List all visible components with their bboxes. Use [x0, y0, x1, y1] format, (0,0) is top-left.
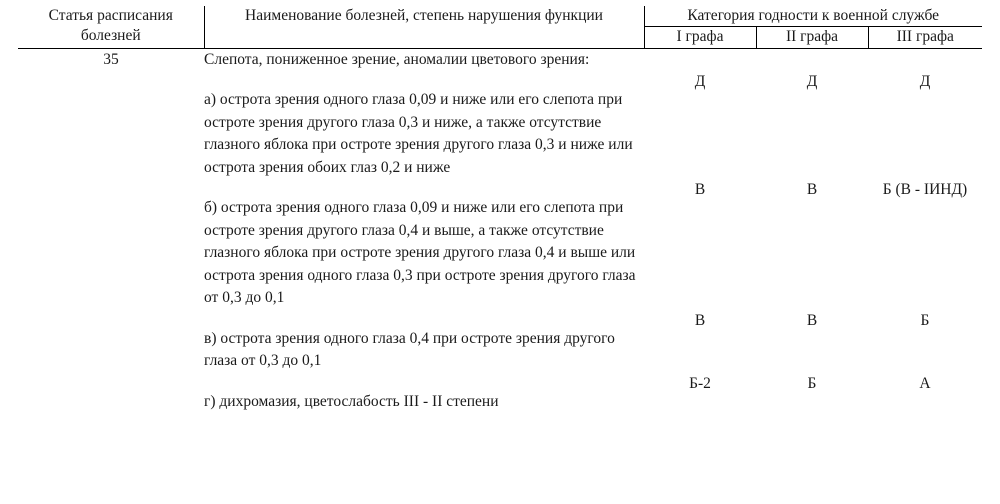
cell-disease-name: в) острота зрения одного глаза 0,4 при остроте зрения другого глаза от 0,3 до 0,1 — [204, 329, 615, 370]
cell-graph-1: Б-2 — [689, 374, 711, 392]
table-header-row-top — [18, 6, 982, 27]
cell-disease-name: а) острота зрения одного глаза 0,09 и ниже или его слепота при остроте зрения другого глаза 0,3 и ниже, а также отсутствие глазного яблока при остроте зрения другого глаза 0,3 и ниже или острота зрения обоих глаз 0,2 и ниже — [204, 91, 633, 176]
cell-graph-3: Д — [919, 73, 931, 91]
cell-disease-name: г) дихромазия, цветослабость III - II степени — [204, 392, 499, 410]
cell-graph-2 — [756, 48, 868, 71]
cell-graph-3 — [868, 48, 982, 71]
header-graph-1: I графа — [644, 27, 756, 48]
cell-graph-1: Д — [694, 73, 706, 91]
header-graph-2: II графа — [756, 27, 868, 48]
cell-graph-1: В — [694, 181, 706, 199]
cell-article — [18, 179, 204, 309]
table-row — [18, 179, 982, 309]
header-article: Статья расписания болезней — [18, 6, 204, 48]
cell-graph-1 — [644, 48, 756, 71]
cell-disease-name: б) острота зрения одного глаза 0,09 и ниже или его слепота при остроте зрения другого глаза 0,4 и выше, а также отсутствие глазного яблока при остроте зрения другого глаза 0,4 и выше или острота зрения одного глаза 0,3 при остроте зрения другого глаза от 0,3 до 0,1 — [204, 199, 636, 307]
disease-schedule-table — [18, 6, 982, 413]
cell-disease-name: Слепота, пониженное зрение, аномалии цветового зрения: — [204, 50, 590, 68]
cell-graph-2: В — [806, 181, 818, 199]
cell-graph-2: Б — [807, 374, 817, 392]
table-row — [18, 71, 982, 179]
cell-graph-2: Д — [806, 73, 818, 91]
cell-graph-3: А — [919, 374, 931, 392]
cell-article — [18, 310, 204, 373]
cell-article — [18, 373, 204, 413]
header-disease-name: Наименование болезней, степень нарушения функции — [204, 6, 644, 48]
table-row — [18, 310, 982, 373]
cell-article: 35 — [103, 50, 119, 68]
table-row — [18, 373, 982, 413]
document-page — [0, 6, 1000, 504]
table-row — [18, 48, 982, 71]
header-category-group: Категория годности к военной службе — [644, 6, 982, 27]
cell-graph-1: В — [694, 311, 706, 329]
cell-graph-3: Б — [920, 311, 930, 329]
cell-article — [18, 71, 204, 179]
cell-graph-2: В — [806, 311, 818, 329]
cell-graph-3: Б (В - ІИНД) — [882, 181, 968, 199]
header-graph-3: III графа — [896, 28, 954, 46]
